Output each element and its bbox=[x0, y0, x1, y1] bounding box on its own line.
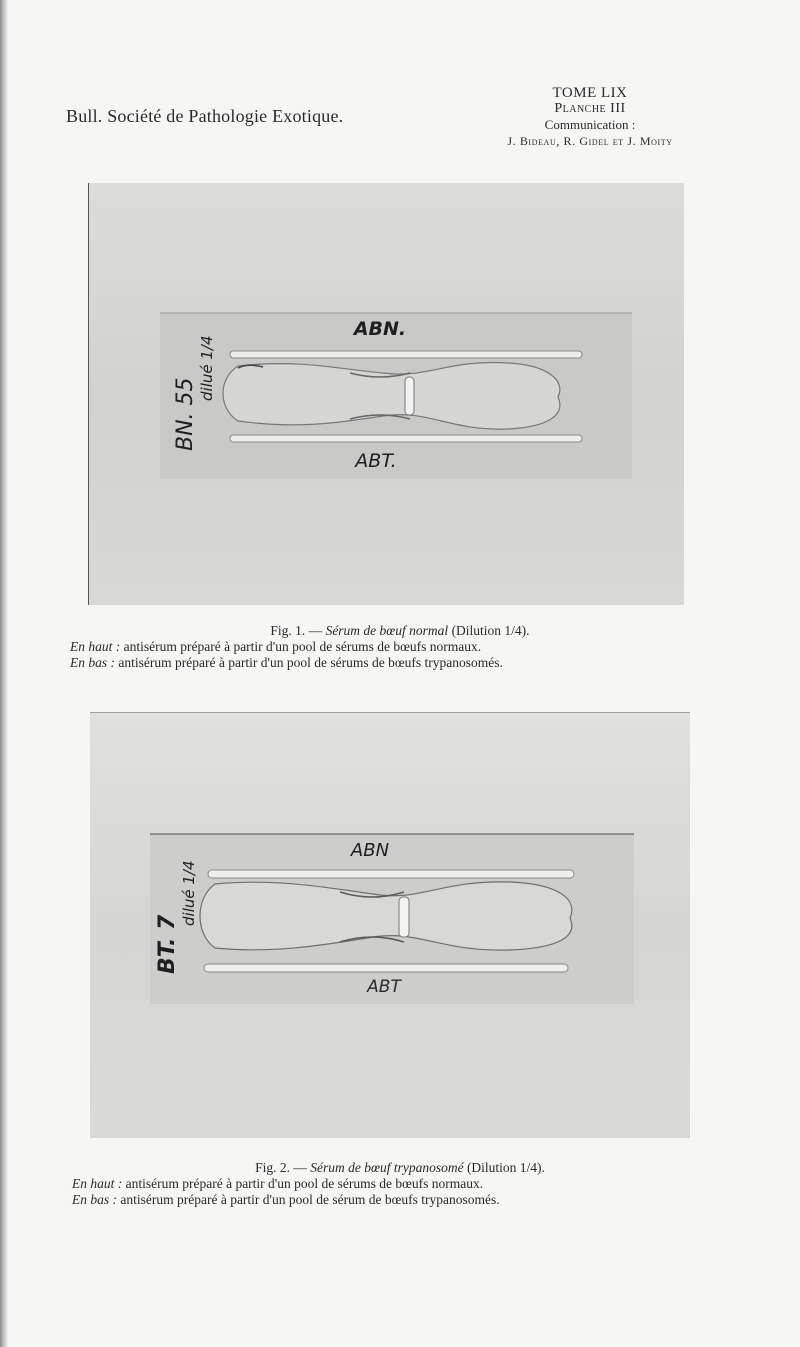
fig1-top-prefix: En haut : bbox=[70, 639, 121, 654]
figure-2-photo bbox=[90, 712, 690, 1138]
fig1-title: Sérum de bœuf normal bbox=[325, 623, 449, 638]
fig2-bottom-prefix: En bas : bbox=[72, 1192, 117, 1207]
plate-header bbox=[470, 85, 710, 149]
page-edge-shadow bbox=[0, 0, 8, 1347]
fig1-plate-bottom-label: ABT. bbox=[355, 450, 397, 472]
fig1-plate-side-dilution: dilué 1/4 bbox=[198, 335, 216, 401]
fig1-dilution: (Dilution 1/4). bbox=[451, 623, 530, 638]
communication-label: Communication : bbox=[544, 117, 636, 132]
figure-1-caption bbox=[66, 623, 734, 671]
fig1-bottom-text: antisérum préparé à partir d'un pool de sérums de bœufs trypanosomés. bbox=[118, 655, 503, 670]
fig2-top-text: antisérum préparé à partir d'un pool de sérums de bœufs normaux. bbox=[125, 1176, 484, 1191]
fig1-number: Fig. 1. — bbox=[270, 623, 323, 638]
fig1-plate-side-label: BN. 55 bbox=[173, 377, 198, 451]
fig2-title: Sérum de bœuf trypanosomé bbox=[310, 1160, 464, 1175]
fig2-plate-top-label: ABN bbox=[350, 840, 390, 861]
fig2-plate-side-dilution: dilué 1/4 bbox=[180, 860, 198, 926]
fig2-top-prefix: En haut : bbox=[72, 1176, 123, 1191]
planche-label: Planche III bbox=[554, 101, 626, 116]
figure-2-caption bbox=[66, 1160, 734, 1208]
fig2-bottom-text: antisérum préparé à partir d'un pool de sérum de bœufs trypanosomés. bbox=[120, 1192, 500, 1207]
authors: J. Bideau, R. Gidel et J. Moity bbox=[507, 134, 673, 148]
fig2-number: Fig. 2. — bbox=[255, 1160, 307, 1175]
journal-title: Bull. Société de Pathologie Exotique. bbox=[66, 106, 344, 126]
tome-label: TOME LIX bbox=[552, 85, 628, 101]
fig1-bottom-prefix: En bas : bbox=[70, 655, 115, 670]
fig2-dilution: (Dilution 1/4). bbox=[466, 1160, 545, 1175]
fig2-plate-bottom-label: ABT bbox=[367, 977, 401, 997]
figure-1-photo bbox=[88, 183, 684, 605]
fig1-top-text: antisérum préparé à partir d'un pool de sérums de bœufs normaux. bbox=[123, 639, 482, 654]
fig1-plate-top-label: ABN. bbox=[353, 318, 407, 340]
fig2-plate-side-label: BT. 7 bbox=[155, 914, 180, 974]
